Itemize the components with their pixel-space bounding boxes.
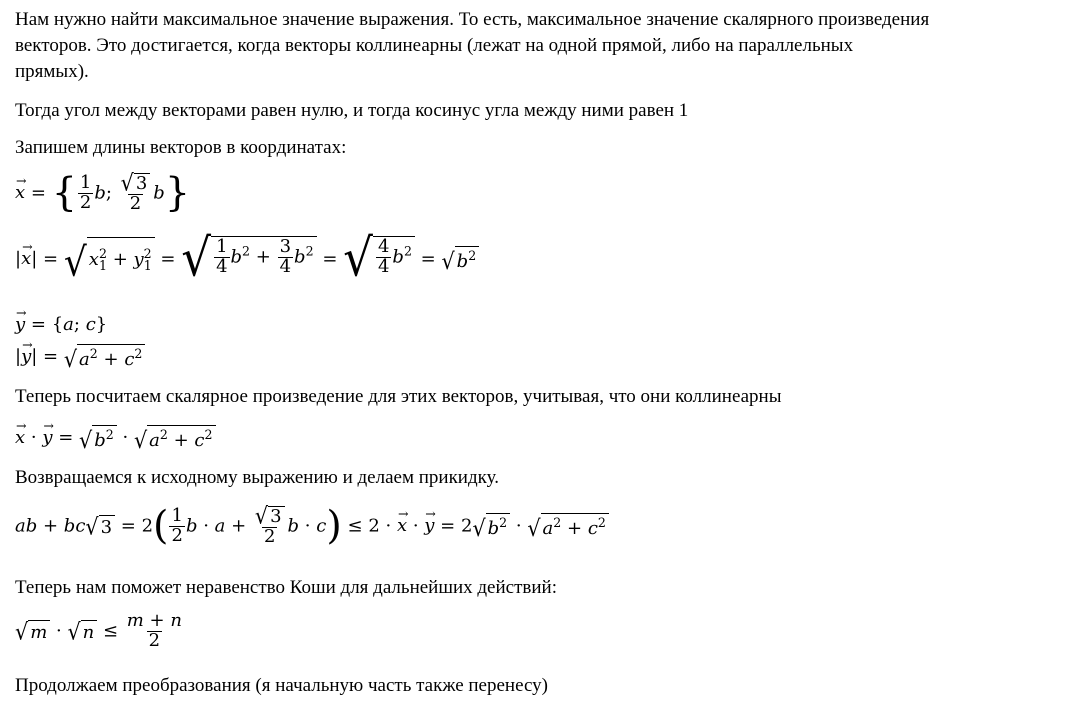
- continue-paragraph: Продолжаем преобразования (я начальную часть также перенесу): [15, 675, 549, 696]
- lengths-paragraph: Запишем длины векторов в координатах:: [15, 137, 347, 158]
- formula-cauchy: √ m · √ n ≤ $\frac{m + n}{2}$: [15, 610, 182, 651]
- scalar-paragraph: Теперь посчитаем скалярное произведение для этих векторов, учитывая, что они коллинеарны: [15, 386, 782, 407]
- vector-x-symbol: → x: [15, 182, 25, 203]
- formula-length-y: |→ y| = √ $a^2 + c^2$: [15, 344, 145, 370]
- formula-estimate: ab + bc √ 3 = 2( $\frac{1}{2}$ b · a + √ 3 2 b · c) ≤ 2 · → x · → y = 2 √ $b^2$ · √ $a^2 + c^2$: [15, 506, 609, 547]
- angle-paragraph: Тогда угол между векторами равен нулю, и тогда косинус угла между ними равен 1: [15, 100, 689, 121]
- cauchy-paragraph: Теперь нам поможет неравенство Коши для дальнейших действий:: [15, 577, 557, 598]
- intro-paragraph-line-3: прямых).: [15, 61, 89, 82]
- formula-vector-y: → y = {a; c}: [15, 314, 107, 335]
- formula-length-x: |→ x| = √ $x^2_1 + y^2_1$ = √ $\frac{1}{4}$ $b^2$ + $\frac{3}{4}$ $b^2$ = √ $\frac{4}{4}$ $b^2$ = √ $b^2$: [15, 236, 479, 283]
- intro-paragraph-line-1: Нам нужно найти максимальное значение выражения. То есть, максимальное значение скалярного произведения: [15, 9, 930, 30]
- formula-dot-product: → x · → y = √ $b^2$ · √ $a^2 + c^2$: [15, 425, 216, 451]
- intro-paragraph-line-2: векторов. Это достигается, когда векторы коллинеарны (лежат на одной прямой, либо на параллельных: [15, 35, 854, 56]
- estimate-paragraph: Возвращаемся к исходному выражению и делаем прикидку.: [15, 467, 499, 488]
- formula-vector-x: → x = { $\frac{1}{2}$ b; √ 3 2 b}: [15, 173, 190, 214]
